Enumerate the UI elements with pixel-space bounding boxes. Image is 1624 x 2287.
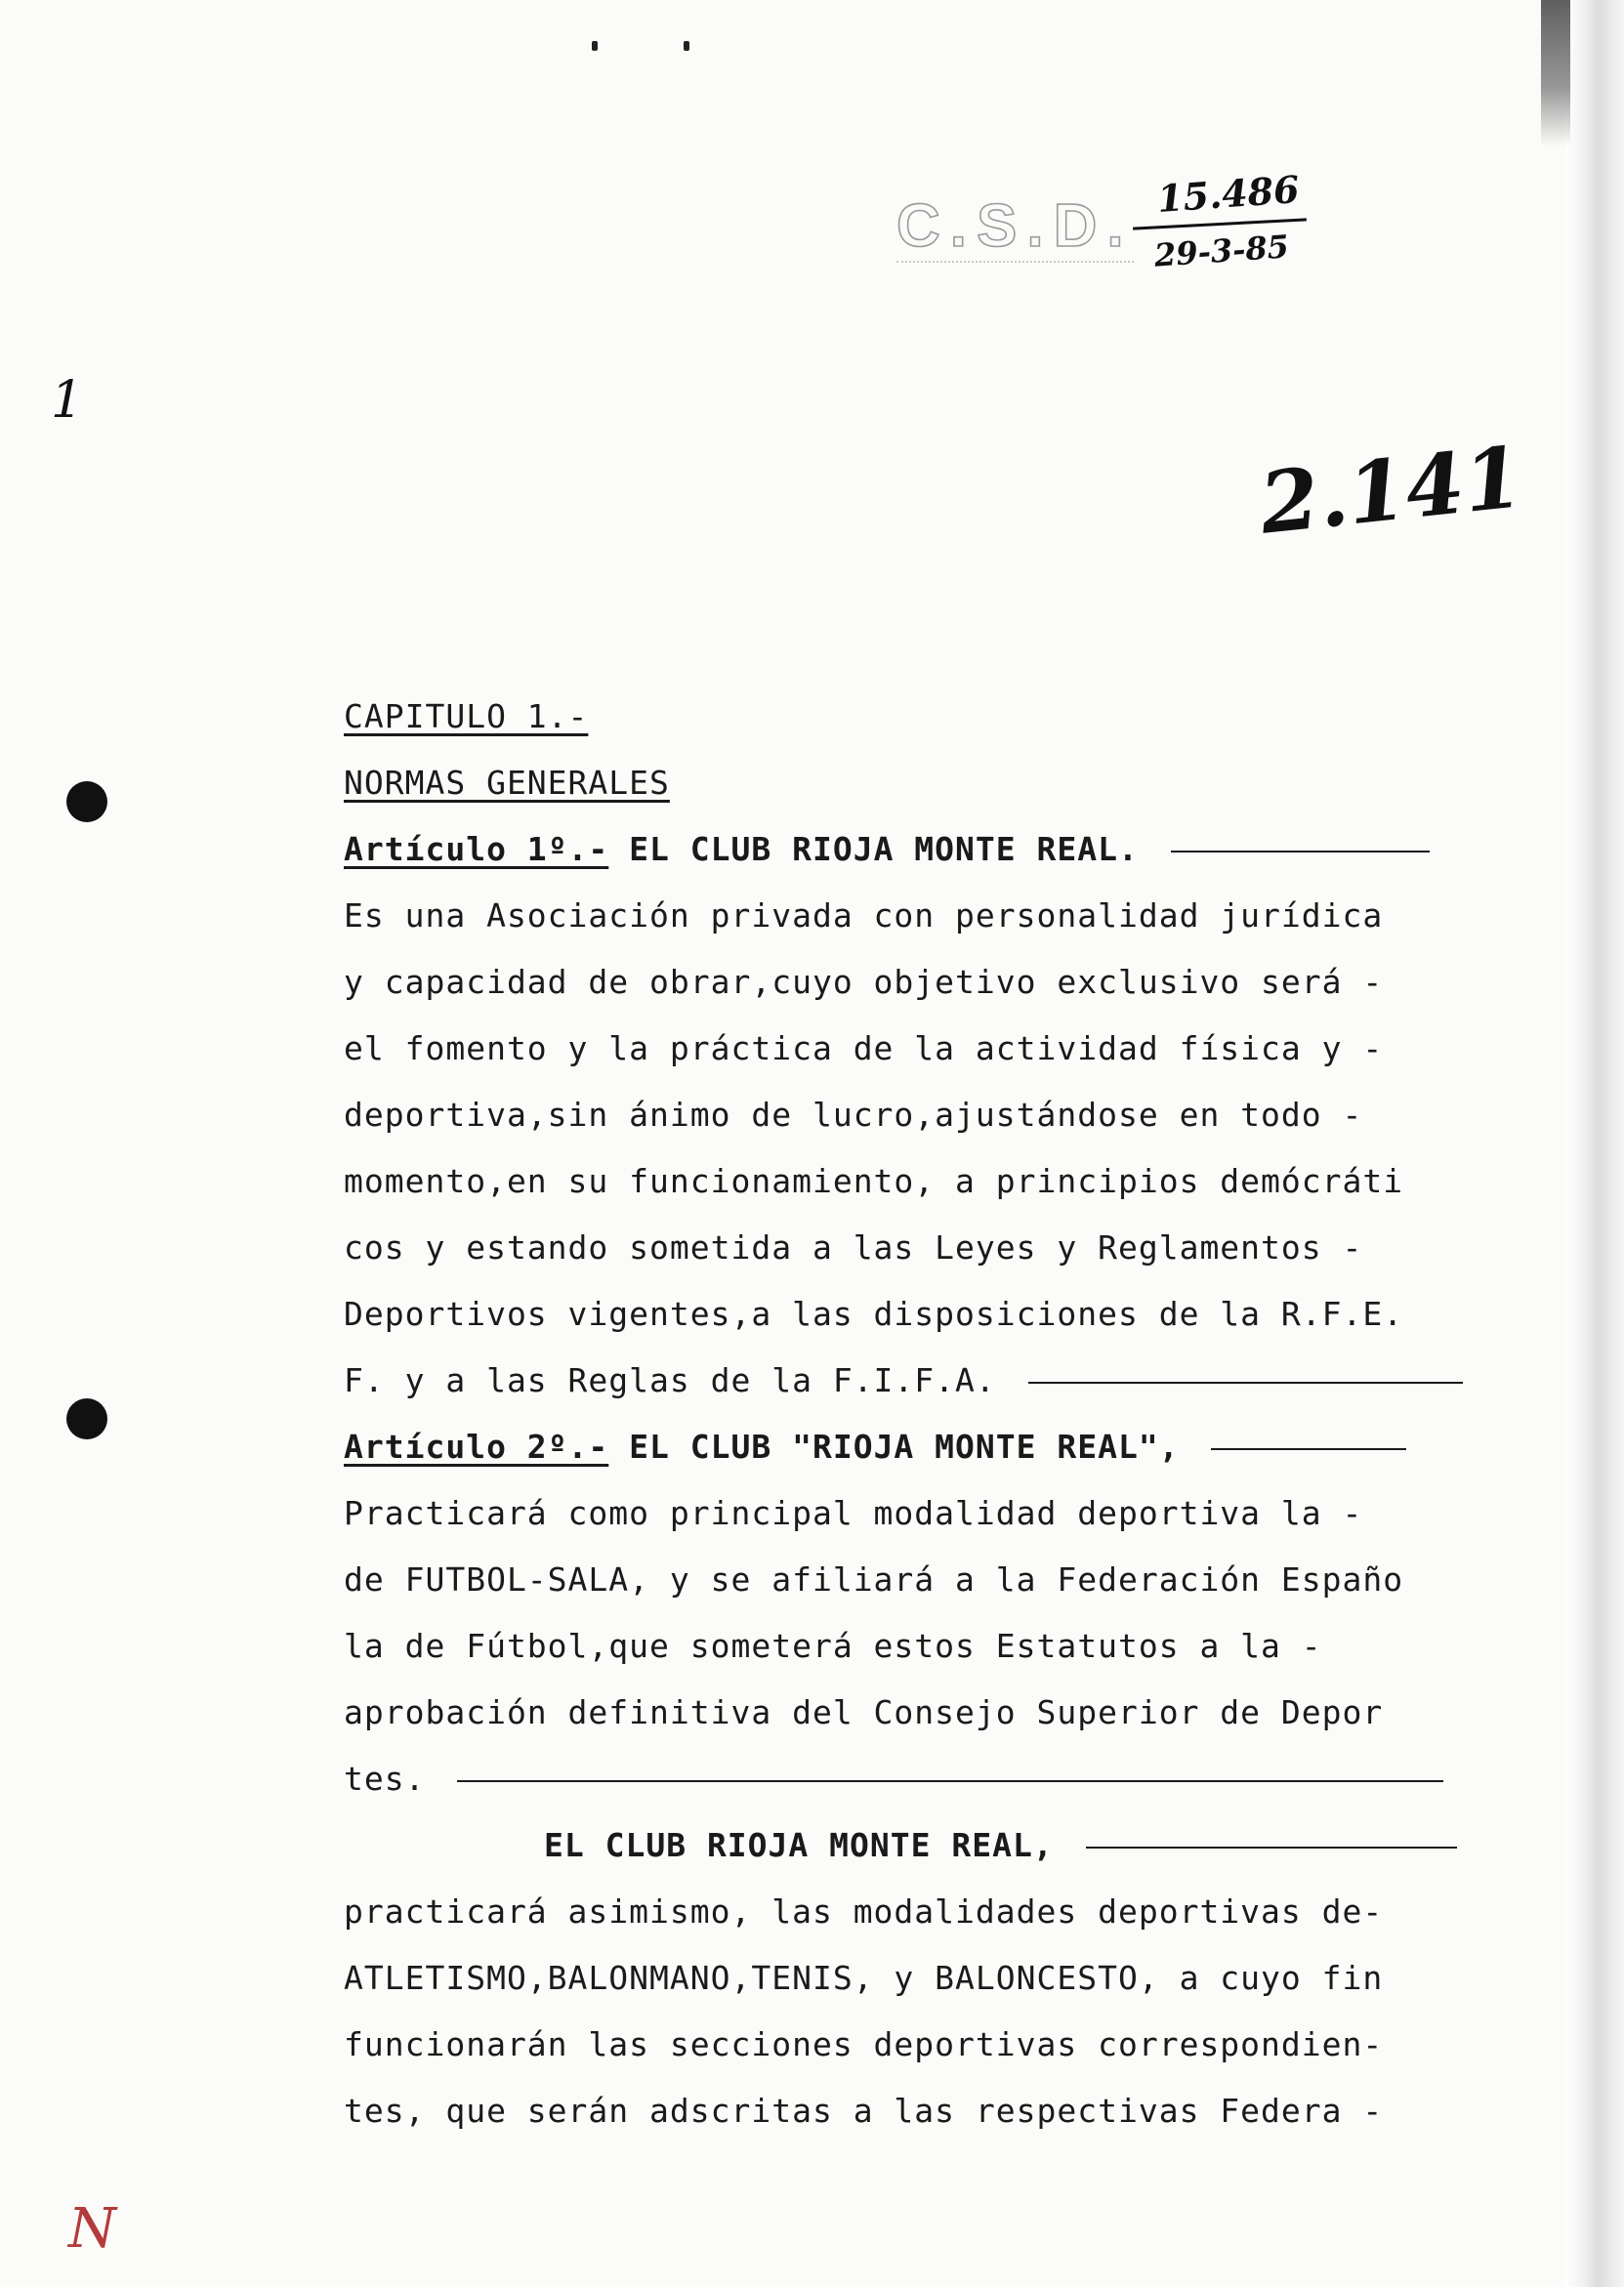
registry-number: 15.486 (1155, 166, 1301, 222)
article-2-line: Practicará como principal modalidad deportiva la - (344, 1494, 1363, 1532)
paragraph-line: funcionarán las secciones deportivas correspondien- (344, 2025, 1384, 2063)
article-2-label: Artículo 2º.- (344, 1428, 609, 1466)
article-1-line: y capacidad de obrar,cuyo objetivo exclusivo será - (344, 963, 1384, 1001)
paragraph-line: ATLETISMO,BALONMANO,TENIS, y BALONCESTO, a cuyo fin (344, 1959, 1384, 1997)
scan-speck (592, 41, 598, 51)
bottom-mark: N (68, 2197, 116, 2261)
article-1-heading (344, 816, 1555, 883)
article-1-line: momento,en su funcionamiento, a principios demócráti (344, 1162, 1404, 1200)
article-2-line: de FUTBOL-SALA, y se afiliará a la Federación Españo (344, 1560, 1404, 1599)
article-2-line: la de Fútbol,que someterá estos Estatutos a la - (344, 1627, 1322, 1665)
article-1-line: el fomento y la práctica de la actividad física y - (344, 1029, 1384, 1067)
section-heading (344, 750, 1555, 816)
punch-hole (66, 1398, 107, 1439)
chapter-title: CAPITULO 1.- (344, 697, 589, 735)
paragraph-line: practicará asimismo, las modalidades deportivas de- (344, 1892, 1384, 1931)
article-1-line: deportiva,sin ánimo de lucro,ajustándose en todo - (344, 1096, 1363, 1134)
scan-shadow (1541, 0, 1570, 146)
fill-rule (1171, 851, 1430, 852)
article-2-heading (344, 1414, 1555, 1480)
paragraph-heading (344, 1812, 1555, 1879)
paragraph-title: EL CLUB RIOJA MONTE REAL, (544, 1826, 1054, 1864)
article-2-line: aprobación definitiva del Consejo Superior de Depor (344, 1693, 1384, 1731)
csd-stamp: C.S.D. (896, 191, 1134, 263)
article-2-line: tes. (344, 1760, 426, 1798)
paragraph-line: tes, que serán adscritas a las respectivas Federa - (344, 2092, 1384, 2130)
article-1-label: Artículo 1º.- (344, 830, 609, 868)
registry-date: 29-3-85 (1152, 228, 1291, 274)
article-2-line-last (344, 1746, 1555, 1812)
margin-mark: 1 (51, 371, 84, 430)
article-1-line: cos y estando sometida a las Leyes y Reglamentos - (344, 1228, 1363, 1267)
fill-rule (1086, 1847, 1457, 1849)
fill-rule (457, 1780, 1443, 1782)
article-1-line: Es una Asociación privada con personalidad jurídica (344, 896, 1384, 935)
typed-text (344, 684, 1555, 2144)
article-1-line: Deportivos vigentes,a las disposiciones de la R.F.E. (344, 1295, 1404, 1333)
scan-edge (1565, 0, 1624, 2287)
article-2-title: EL CLUB "RIOJA MONTE REAL", (629, 1428, 1180, 1466)
fill-rule (1211, 1448, 1406, 1450)
punch-hole (66, 781, 107, 822)
article-1-line: F. y a las Reglas de la F.I.F.A. (344, 1361, 996, 1399)
file-number: 2.141 (1255, 428, 1527, 554)
chapter-heading (344, 684, 1555, 750)
section-title: NORMAS GENERALES (344, 764, 670, 802)
scan-speck (684, 41, 689, 51)
article-1-line-last (344, 1348, 1555, 1414)
article-1-title: EL CLUB RIOJA MONTE REAL. (629, 830, 1139, 868)
fill-rule (1028, 1382, 1463, 1384)
